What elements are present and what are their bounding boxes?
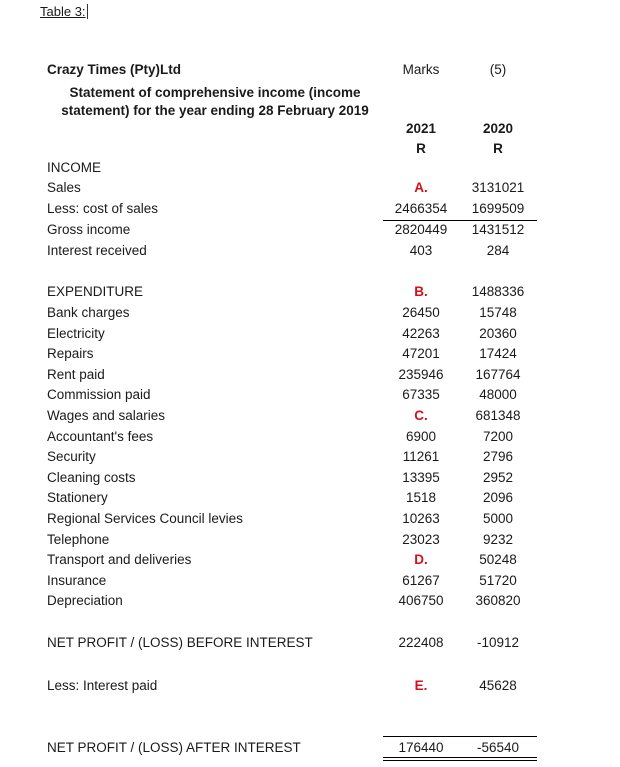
row-value-2021: 11261 bbox=[402, 449, 440, 465]
net-after-2020: -56540 bbox=[476, 740, 520, 755]
row-label: Interest received bbox=[47, 243, 147, 258]
row-value-2021: 403 bbox=[409, 243, 433, 258]
expenditure-heading: EXPENDITURE bbox=[47, 284, 144, 299]
marks-value: (5) bbox=[489, 62, 507, 77]
interest-paid-2021: E. bbox=[414, 678, 428, 693]
double-underline-2 bbox=[383, 760, 537, 761]
total-line-top bbox=[383, 736, 537, 737]
row-value-2021: 235946 bbox=[398, 366, 444, 382]
row-label: Regional Services Council levies bbox=[47, 511, 243, 526]
row-label: Telephone bbox=[47, 531, 110, 547]
row-label: Gross income bbox=[47, 222, 131, 237]
row-value-2021: C. bbox=[414, 408, 428, 423]
row-value-2020: 17424 bbox=[479, 346, 517, 362]
row-label: Repairs bbox=[47, 346, 94, 362]
row-label: Bank charges bbox=[47, 305, 130, 320]
row-value-2020: 50248 bbox=[479, 552, 517, 568]
company-name: Crazy Times (Pty)Ltd bbox=[47, 62, 182, 77]
row-value-2020: 48000 bbox=[479, 387, 517, 403]
row-value-2021: 6900 bbox=[405, 428, 437, 444]
expenditure-total-2020: 1488336 bbox=[471, 284, 525, 299]
row-value-2021: 61267 bbox=[402, 572, 440, 588]
row-value-2021: A. bbox=[414, 180, 428, 195]
row-value-2021: 26450 bbox=[402, 305, 440, 320]
currency-2021: R bbox=[416, 141, 426, 156]
row-value-2020: 167764 bbox=[475, 366, 521, 382]
row-value-2020: 1431512 bbox=[471, 222, 525, 237]
row-value-2021: 23023 bbox=[402, 531, 440, 547]
year-2021: 2021 bbox=[405, 121, 437, 136]
row-label: Security bbox=[47, 449, 96, 465]
year-2020: 2020 bbox=[482, 121, 514, 136]
expenditure-total-2021: B. bbox=[414, 284, 428, 299]
net-before-label: NET PROFIT / (LOSS) BEFORE INTEREST bbox=[47, 635, 313, 650]
row-value-2021: 2820449 bbox=[394, 222, 448, 237]
row-label: Commission paid bbox=[47, 387, 151, 403]
row-value-2021: 42263 bbox=[402, 325, 440, 341]
row-label: Less: cost of sales bbox=[47, 201, 159, 216]
net-before-2020: -10912 bbox=[476, 635, 520, 650]
marks-label: Marks bbox=[402, 62, 440, 77]
row-value-2021: 67335 bbox=[402, 387, 440, 403]
income-heading: INCOME bbox=[47, 160, 101, 175]
row-label: Sales bbox=[47, 180, 81, 195]
double-underline-1 bbox=[383, 757, 537, 758]
row-value-2020: 9232 bbox=[482, 531, 514, 547]
net-after-label: NET PROFIT / (LOSS) AFTER INTEREST bbox=[47, 740, 301, 755]
row-value-2020: 284 bbox=[486, 243, 510, 258]
row-value-2020: 360820 bbox=[475, 593, 521, 609]
row-value-2020: 3131021 bbox=[471, 180, 525, 195]
currency-2020: R bbox=[493, 141, 503, 156]
row-label: Accountant's fees bbox=[47, 428, 154, 444]
row-value-2020: 20360 bbox=[479, 325, 517, 341]
row-value-2020: 2952 bbox=[482, 469, 514, 485]
table-tag: Table 3: bbox=[40, 4, 86, 19]
row-label: Insurance bbox=[47, 572, 107, 588]
row-label: Cleaning costs bbox=[47, 469, 136, 485]
row-value-2021: 47201 bbox=[402, 346, 440, 362]
row-value-2021: 1518 bbox=[405, 490, 437, 506]
interest-paid-2020: 45628 bbox=[479, 678, 517, 693]
row-value-2021: 13395 bbox=[402, 469, 440, 485]
row-value-2020: 51720 bbox=[479, 572, 517, 588]
net-before-2021: 222408 bbox=[398, 635, 444, 650]
row-value-2020: 681348 bbox=[475, 408, 521, 423]
row-label: Stationery bbox=[47, 490, 108, 506]
row-label: Wages and salaries bbox=[47, 408, 166, 423]
row-value-2020: 2796 bbox=[482, 449, 514, 465]
row-value-2021: 2466354 bbox=[394, 201, 448, 216]
statement-title: Statement of comprehensive income (income statement) for the year ending 28 February 2019 bbox=[61, 85, 369, 118]
row-value-2020: 15748 bbox=[479, 305, 517, 320]
row-value-2021: D. bbox=[414, 552, 428, 568]
row-value-2020: 5000 bbox=[482, 511, 514, 526]
row-label: Rent paid bbox=[47, 366, 105, 382]
row-label: Transport and deliveries bbox=[47, 552, 192, 568]
row-label: Depreciation bbox=[47, 593, 123, 609]
row-value-2021: 10263 bbox=[402, 511, 440, 526]
row-label: Electricity bbox=[47, 325, 105, 341]
row-value-2020: 7200 bbox=[482, 428, 514, 444]
row-value-2020: 2096 bbox=[482, 490, 514, 506]
row-value-2021: 406750 bbox=[398, 593, 444, 609]
subtotal-line bbox=[383, 220, 537, 221]
interest-paid-label: Less: Interest paid bbox=[47, 678, 158, 693]
row-value-2020: 1699509 bbox=[471, 201, 525, 216]
net-after-2021: 176440 bbox=[398, 740, 444, 755]
